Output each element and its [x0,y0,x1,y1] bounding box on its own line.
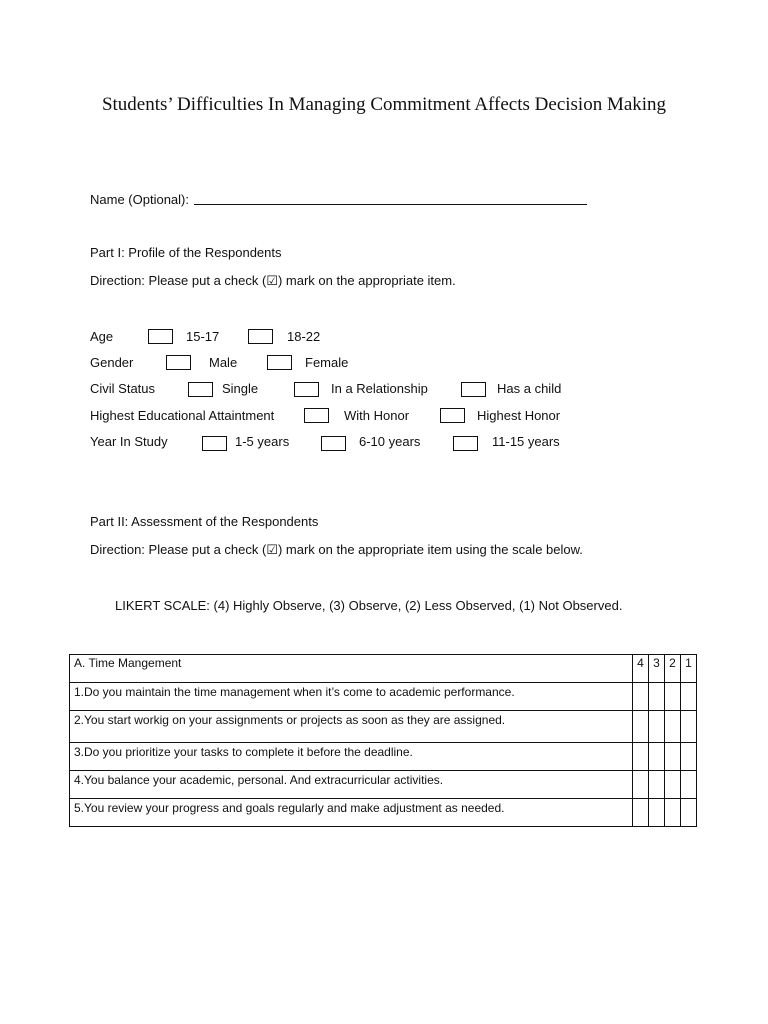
education-label: Highest Educational Attaintment [90,408,275,423]
rating-cell-3[interactable] [649,743,665,771]
rating-cell-1[interactable] [681,771,697,799]
question-text: 4.You balance your academic, personal. And extracurricular activities. [70,771,633,799]
rating-cell-1[interactable] [681,799,697,827]
question-text: 5.You review your progress and goals regularly and make adjustment as needed. [70,799,633,827]
part2-direction: Direction: Please put a check (☑) mark on the appropriate item using the scale below. [90,542,583,557]
rating-cell-1[interactable] [681,743,697,771]
civil-relationship-checkbox[interactable] [294,382,319,397]
education-with-honor-checkbox[interactable] [304,408,329,423]
table-row [70,799,697,827]
year-11-15-checkbox[interactable] [453,436,478,451]
education-highest-honor-checkbox[interactable] [440,408,465,423]
age-option-label: 18-22 [287,329,321,344]
rating-cell-4[interactable] [633,683,649,711]
age-18-22-checkbox[interactable] [248,329,273,344]
name-field-line[interactable] [194,204,587,205]
gender-option-label: Female [305,355,349,370]
age-label: Age [90,329,114,344]
year-label: Year In Study [90,434,168,449]
year-option-label: 6-10 years [359,434,421,449]
civil-option-label: Has a child [497,381,562,396]
age-option-label: 15-17 [186,329,220,344]
rating-cell-1[interactable] [681,683,697,711]
likert-table [69,654,697,827]
year-option-label: 11-15 years [492,434,560,449]
gender-label: Gender [90,355,134,370]
rating-cell-3[interactable] [649,799,665,827]
civil-has-child-checkbox[interactable] [461,382,486,397]
scale-header-1: 1 [681,655,697,683]
education-option-label: Highest Honor [477,408,561,423]
rating-cell-2[interactable] [665,683,681,711]
page-title: Students’ Difficulties In Managing Commitment Affects Decision Making [101,94,667,115]
question-text: 1.Do you maintain the time management when it’s come to academic performance. [70,683,633,711]
rating-cell-4[interactable] [633,711,649,743]
civil-status-label: Civil Status [90,381,156,396]
scale-header-2: 2 [665,655,681,683]
table-row [70,711,697,743]
rating-cell-3[interactable] [649,683,665,711]
rating-cell-1[interactable] [681,711,697,743]
table-row [70,743,697,771]
question-text: 2.You start workig on your assignments or projects as soon as they are assigned. [70,711,633,743]
scale-header-3: 3 [649,655,665,683]
education-option-label: With Honor [344,408,410,423]
rating-cell-2[interactable] [665,799,681,827]
question-text: 3.Do you prioritize your tasks to complete it before the deadline. [70,743,633,771]
civil-single-checkbox[interactable] [188,382,213,397]
year-6-10-checkbox[interactable] [321,436,346,451]
civil-option-label: In a Relationship [331,381,428,396]
part1-direction: Direction: Please put a check (☑) mark on the appropriate item. [90,273,456,288]
year-1-5-checkbox[interactable] [202,436,227,451]
likert-scale-legend: LIKERT SCALE: (4) Highly Observe, (3) Observe, (2) Less Observed, (1) Not Observed. [115,598,623,613]
table-row [70,771,697,799]
rating-cell-4[interactable] [633,771,649,799]
rating-cell-3[interactable] [649,711,665,743]
table-row [70,683,697,711]
rating-cell-4[interactable] [633,799,649,827]
rating-cell-4[interactable] [633,743,649,771]
rating-cell-2[interactable] [665,711,681,743]
table-header-row [70,655,697,683]
year-option-label: 1-5 years [235,434,290,449]
age-15-17-checkbox[interactable] [148,329,173,344]
civil-option-label: Single [222,381,259,396]
part2-heading: Part II: Assessment of the Respondents [90,514,319,529]
scale-header-4: 4 [633,655,649,683]
rating-cell-3[interactable] [649,771,665,799]
rating-cell-2[interactable] [665,771,681,799]
section-heading: A. Time Mangement [70,655,633,683]
gender-male-checkbox[interactable] [166,355,191,370]
gender-female-checkbox[interactable] [267,355,292,370]
part1-heading: Part I: Profile of the Respondents [90,245,282,260]
rating-cell-2[interactable] [665,743,681,771]
name-label: Name (Optional): [90,192,189,207]
gender-option-label: Male [209,355,238,370]
